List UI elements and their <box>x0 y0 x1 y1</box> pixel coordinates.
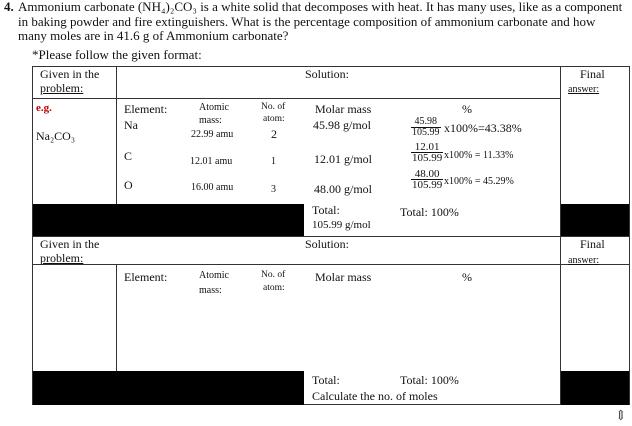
atomic-mass-header: Atomic <box>199 102 229 113</box>
atom-count-header: No. of <box>261 270 286 280</box>
final-label: Final <box>580 67 605 81</box>
format-note: *Please follow the given format: <box>32 47 202 62</box>
given-label: Given in the <box>40 67 100 81</box>
solution-label: Solution: <box>305 237 350 251</box>
given-label-2: problem: <box>40 251 84 265</box>
fraction-denominator: 105.99 <box>412 127 440 138</box>
calc-moles-label: Calculate the no. of moles <box>312 389 438 403</box>
element-cell: O <box>124 178 133 192</box>
molar-mass-header: Molar mass <box>315 102 372 116</box>
final-label-2: answer: <box>568 255 600 266</box>
molar-mass-cell: 12.01 g/mol <box>314 152 373 166</box>
question-body: Ammonium carbonate (NH₄)₂CO₃ is a white solid that decomposes with heat. It has many uses, like as a component in baking powder and fire extinguishers. What is the percentage composition of ammonium carbonate and how many moles are in 41.6 g of Ammonium carbonate? <box>18 0 623 43</box>
molar-mass-header: Molar mass <box>315 270 372 284</box>
element-cell: C <box>124 149 133 163</box>
atomic-mass-header-2: mass: <box>199 285 222 296</box>
redaction-bar <box>561 371 629 405</box>
element-cell: Na <box>124 118 138 132</box>
atom-count-header-2: atom: <box>263 283 285 293</box>
total-molar-mass: 105.99 g/mol <box>312 219 371 231</box>
table-line <box>32 98 116 99</box>
table-line <box>32 264 630 265</box>
atomic-mass-cell: 16.00 amu <box>191 182 234 193</box>
solution-label: Solution: <box>305 67 350 81</box>
example-label: e.g. <box>36 102 52 114</box>
percent-result: x100% = 11.33% <box>444 150 514 161</box>
percent-header: % <box>462 102 472 116</box>
fraction-denominator: 105.99 <box>412 179 443 191</box>
redaction-bar <box>33 371 304 405</box>
redaction-bar <box>33 204 304 236</box>
fraction-numerator: 12.01 <box>411 142 443 153</box>
resize-cursor-icon: ⇕ <box>615 409 627 424</box>
atom-count-cell: 3 <box>271 184 276 195</box>
total-label: Total: <box>312 203 340 217</box>
atom-count-header-2: atom: <box>263 114 285 124</box>
table-line <box>116 98 560 99</box>
percent-result: x100% = 45.29% <box>444 176 514 187</box>
element-header: Element: <box>124 270 168 284</box>
element-header: Element: <box>124 102 168 116</box>
percent-header: % <box>462 270 472 284</box>
percent-result: x100%=43.38% <box>444 121 522 135</box>
question-number: 4. <box>4 0 14 14</box>
atomic-mass-header-2: mass: <box>199 115 222 126</box>
fraction-denominator: 105.99 <box>412 152 443 164</box>
fraction <box>411 142 443 163</box>
final-label-2: answer: <box>568 84 600 95</box>
total-percent: Total: 100% <box>400 373 459 387</box>
atomic-mass-cell: 12.01 amu <box>190 156 233 167</box>
atomic-mass-header: Atomic <box>199 270 229 281</box>
final-label: Final <box>580 237 605 251</box>
compound-formula: Na₂CO₃ <box>36 129 76 143</box>
total-percent: Total: 100% <box>400 205 459 219</box>
atomic-mass-cell: 22.99 amu <box>191 129 234 140</box>
atom-count-cell: 2 <box>271 127 277 141</box>
fraction-numerator: 48.00 <box>411 169 443 180</box>
fraction-numerator: 45.98 <box>411 117 441 128</box>
fraction <box>411 117 441 138</box>
molar-mass-cell: 45.98 g/mol <box>313 118 372 132</box>
atom-count-cell: 1 <box>271 156 276 167</box>
atom-count-header: No. of <box>261 102 286 112</box>
given-label-2: problem: <box>40 81 84 95</box>
molar-mass-cell: 48.00 g/mol <box>314 182 373 196</box>
total-label: Total: <box>312 373 340 387</box>
given-label: Given in the <box>40 237 100 251</box>
redaction-bar <box>561 204 629 236</box>
question-text <box>4 0 626 44</box>
fraction <box>411 169 443 190</box>
